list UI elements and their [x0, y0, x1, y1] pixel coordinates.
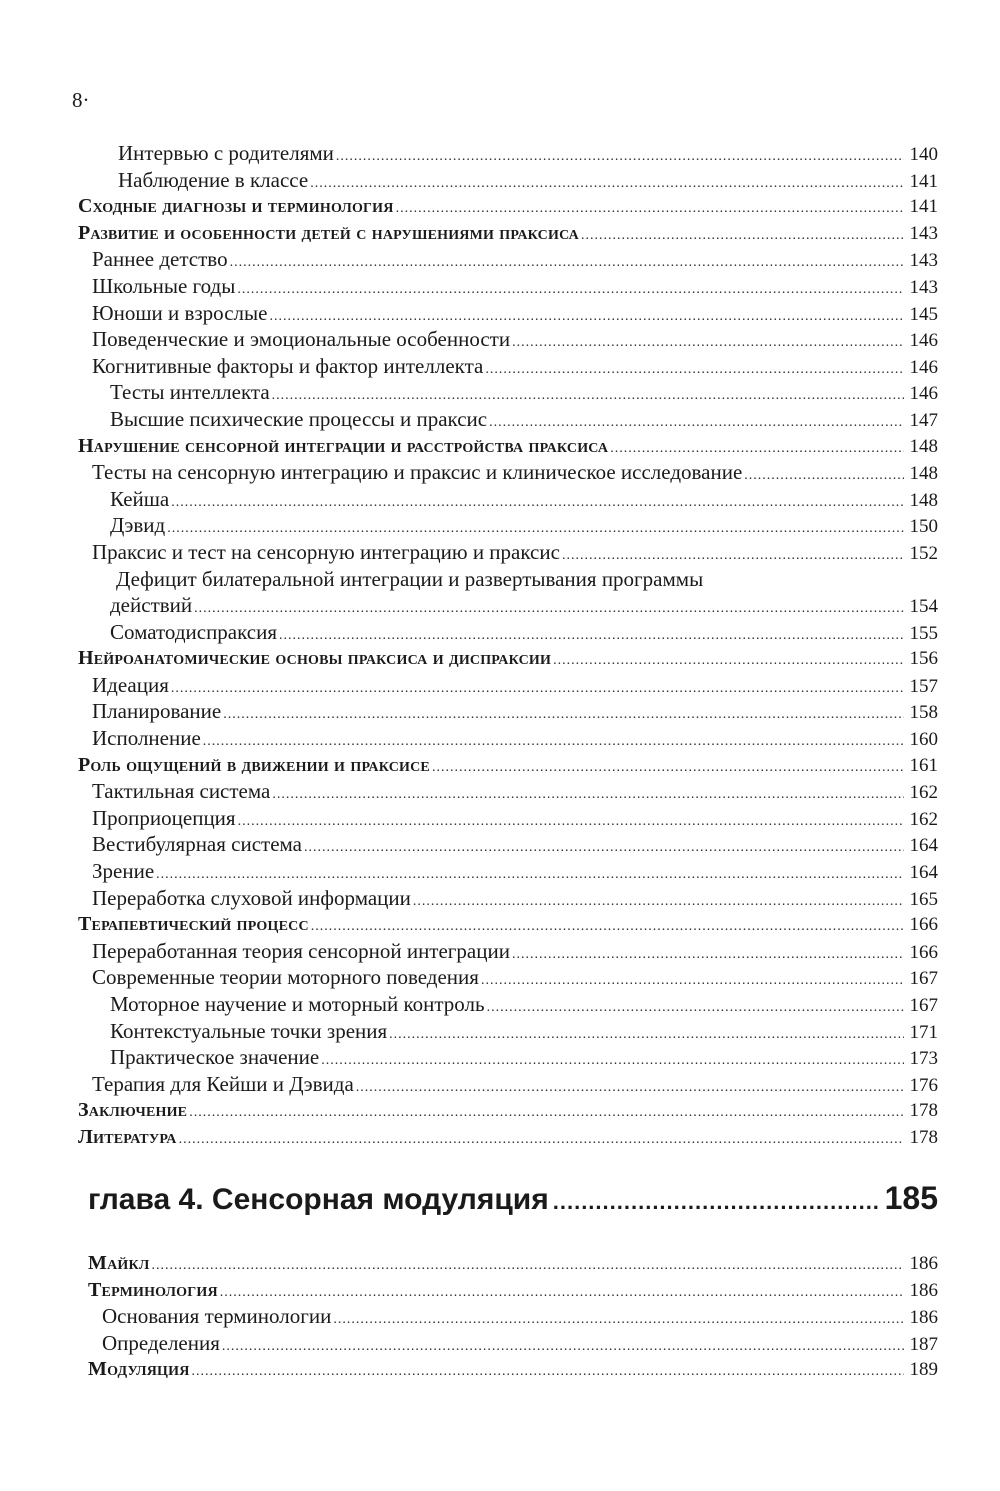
toc-leader-dots	[553, 648, 904, 675]
toc-entry-label: Терапевтический процесс	[78, 913, 309, 936]
toc-leader-dots	[581, 223, 904, 250]
toc-entry-label: Сходные диагнозы и терминология	[78, 195, 394, 218]
toc-entry	[78, 778, 938, 805]
toc-leader-dots	[333, 1307, 904, 1334]
toc-entry-wrapped	[78, 566, 938, 619]
toc-entry-label: Роль ощущений в движении и праксисе	[78, 753, 430, 776]
toc-entry	[78, 300, 938, 327]
toc-entry-page: 160	[909, 729, 938, 751]
toc-entry-label: Модуляция	[88, 1358, 190, 1381]
toc-entry-page: 158	[909, 702, 938, 724]
toc-leader-dots	[220, 1280, 904, 1307]
toc-entry-page: 156	[909, 648, 938, 670]
page-number-value: 8	[72, 88, 83, 112]
toc-entry	[78, 459, 938, 486]
toc-entry	[78, 725, 938, 752]
toc-entry-label: Интервью с родителями	[118, 141, 334, 165]
toc-entry-label: Переработанная теория сенсорной интеграции	[92, 938, 510, 963]
toc-entry	[78, 220, 938, 247]
page-number: 8·	[72, 88, 90, 112]
toc-entry-page: 162	[909, 808, 938, 830]
toc-entry-label: Тесты интеллекта	[110, 380, 270, 405]
toc-entry-label: Определения	[102, 1330, 220, 1355]
toc-entry	[78, 379, 938, 406]
toc-leader-dots	[304, 835, 904, 862]
toc-entry-page: 145	[909, 303, 938, 325]
toc-entry-page: 143	[909, 222, 938, 244]
toc-entry-label: Моторное научение и моторный контроль	[110, 992, 485, 1016]
toc-entry-label: Соматодиспраксия	[110, 619, 278, 644]
toc-entry-page: 187	[909, 1333, 938, 1355]
toc-entry-page: 178	[909, 1126, 938, 1148]
toc-entry	[78, 246, 938, 273]
toc-entry-page: 176	[909, 1074, 938, 1096]
toc-entry	[78, 1071, 938, 1098]
toc-entry	[78, 805, 938, 832]
toc-entry-label: Тактильная система	[92, 779, 271, 804]
toc-entry-label: Поведенческие и эмоциональные особенности	[92, 327, 511, 352]
toc-entry-page: 189	[909, 1359, 938, 1381]
toc-entry-page: 143	[909, 276, 938, 298]
toc-entry	[78, 140, 938, 167]
toc-entry-page: 165	[909, 888, 938, 910]
toc-entry-page: 162	[909, 782, 938, 804]
toc-entry-page: 161	[909, 754, 938, 776]
toc-entry-label: Когнитивные факторы и фактор интеллекта	[92, 353, 484, 378]
toc-leader-dots	[194, 596, 904, 623]
toc-entry-label: Планирование	[92, 699, 222, 724]
toc-entry	[78, 991, 938, 1018]
toc-entry	[78, 193, 938, 220]
toc-leader-dots	[321, 1048, 904, 1075]
toc-entry-page: 186	[909, 1253, 938, 1274]
toc-entry	[78, 964, 938, 991]
toc-entry	[78, 752, 938, 779]
toc-entry-page: 154	[909, 596, 938, 618]
toc-entry-page: 146	[909, 356, 938, 378]
toc-leader-dots	[151, 1253, 904, 1280]
toc-entry-page: 166	[909, 941, 938, 963]
toc-entry-page: 167	[909, 995, 938, 1016]
toc-entry-label: Тесты на сенсорную интеграцию и праксис и клиническое исследование	[92, 460, 743, 485]
toc-entry-label: Идеация	[92, 672, 169, 697]
toc-entry-label: Наблюдение в классе	[118, 167, 309, 192]
toc-entry	[78, 273, 938, 300]
toc-leader-dots	[610, 436, 904, 463]
toc-entry-label: Проприоцепция	[92, 805, 236, 830]
toc-entry	[88, 1303, 938, 1330]
toc-entry-label: Переработка слуховой информации	[92, 885, 411, 910]
toc-entry	[78, 911, 938, 938]
toc-entry-label: Терминология	[88, 1278, 218, 1301]
toc-leader-dots	[272, 782, 904, 809]
toc-entry-label: Майкл	[88, 1252, 150, 1274]
toc-entry-label-line1: Дефицит билатеральной интеграции и развертывания программы	[116, 566, 704, 591]
toc-leader-dots	[481, 968, 904, 995]
toc-entry-page: 140	[909, 144, 938, 165]
toc-entry-page: 166	[909, 914, 938, 936]
toc-entry	[78, 353, 938, 380]
toc-entry-label: Современные теории моторного поведения	[92, 965, 479, 990]
toc-leader-dots	[237, 277, 904, 304]
toc-entry-label: Развитие и особенности детей с нарушениями праксиса	[78, 221, 579, 244]
toc-entry-page: 155	[909, 622, 938, 644]
toc-entry	[78, 858, 938, 885]
toc-entry	[78, 1124, 938, 1151]
toc-entry-page: 148	[909, 435, 938, 457]
toc-leader-dots	[396, 196, 904, 223]
toc-entry-page: 147	[909, 409, 938, 431]
toc-leader-dots	[485, 357, 904, 384]
toc-list-top	[78, 140, 938, 1151]
toc-entry-page: 171	[909, 1021, 938, 1043]
toc-leader-dots	[223, 702, 904, 729]
toc-entry-page: 167	[909, 968, 938, 990]
toc-entry	[78, 433, 938, 460]
toc-entry-page: 157	[909, 675, 938, 697]
toc-entry-page: 141	[909, 196, 938, 218]
toc-leader-dots	[356, 1075, 904, 1102]
toc-entry	[78, 885, 938, 912]
toc-leader-dots	[238, 809, 904, 836]
toc-entry	[78, 619, 938, 646]
toc-leader-dots	[413, 889, 904, 916]
toc-entry	[78, 698, 938, 725]
toc-leader-dots	[171, 490, 904, 517]
toc-entry	[88, 1277, 938, 1304]
toc-leader-dots	[179, 1127, 904, 1154]
toc-entry	[78, 831, 938, 858]
toc-entry-label-line2: действий	[110, 593, 193, 618]
toc-entry-page: 152	[909, 542, 938, 564]
toc-entry	[78, 672, 938, 699]
toc-entry	[78, 167, 938, 194]
toc-entry-page: 141	[909, 170, 938, 192]
toc-entry-label: Исполнение	[92, 726, 201, 751]
toc-leader-dots	[336, 144, 904, 171]
toc-entry-label: Терапия для Кейши и Дэвида	[92, 1071, 354, 1096]
toc-entry-page: 164	[909, 835, 938, 857]
toc-list-bottom	[88, 1250, 938, 1383]
toc-leader-dots	[310, 171, 904, 198]
toc-leader-dots	[171, 676, 904, 703]
toc-entry	[78, 938, 938, 965]
toc-entry-page: 173	[909, 1048, 938, 1070]
toc-entry	[88, 1250, 938, 1277]
toc-entry-page: 164	[909, 862, 938, 884]
toc-entry-page: 150	[909, 516, 938, 538]
toc-entry	[78, 1018, 938, 1045]
toc-entry-label: Литература	[78, 1125, 177, 1148]
toc-leader-dots	[487, 995, 904, 1022]
toc-entry-page: 143	[909, 250, 938, 272]
toc-entry-page: 178	[909, 1100, 938, 1122]
toc-leader-dots	[192, 1359, 904, 1386]
toc-entry-label: Зрение	[92, 859, 155, 884]
toc-entry-label: Юноши и взрослые	[92, 300, 268, 325]
toc-entry-label: Высшие психические процессы и праксис	[110, 406, 488, 431]
toc-entry	[78, 1097, 938, 1124]
toc-entry-label: Практическое значение	[110, 1045, 320, 1070]
toc-leader-dots	[744, 463, 904, 490]
toc-entry-page: 186	[909, 1279, 938, 1301]
toc-leader-dots	[512, 330, 904, 357]
toc-entry	[78, 1044, 938, 1071]
toc-entry-label: Кейша	[110, 486, 170, 511]
toc-entry-label: Основания терминологии	[102, 1304, 332, 1329]
toc-entry-label: Вестибулярная система	[92, 832, 302, 857]
toc-leader-dots	[512, 942, 904, 969]
toc-entry	[78, 406, 938, 433]
chapter-leader-dots	[553, 1189, 881, 1215]
toc-entry-label: Заключение	[78, 1099, 188, 1122]
toc-entry-label: Дэвид	[110, 513, 166, 538]
toc-entry	[88, 1356, 938, 1383]
toc-leader-dots	[230, 250, 904, 277]
toc-entry-label: Праксис и тест на сенсорную интеграцию и праксис	[92, 539, 560, 564]
toc-entry-page: 148	[909, 489, 938, 511]
toc-entry-label: Нейроанатомические основы праксиса и диспраксии	[78, 647, 552, 670]
toc-entry	[78, 539, 938, 566]
toc-entry-label: Школьные годы	[92, 273, 236, 298]
toc-entry-label: Контекстуальные точки зрения	[110, 1018, 388, 1043]
chapter-heading	[88, 1180, 938, 1217]
toc-entry	[78, 512, 938, 539]
toc-entry-page: 146	[909, 330, 938, 352]
toc-entry-page: 148	[909, 463, 938, 485]
toc-entry	[78, 486, 938, 513]
toc-entry-page: 146	[909, 383, 938, 405]
toc-entry-page: 186	[909, 1307, 938, 1329]
toc-entry	[88, 1330, 938, 1357]
toc-leader-dots	[311, 914, 904, 941]
toc-leader-dots	[389, 1022, 904, 1049]
toc-entry-label: Раннее детство	[92, 247, 228, 272]
toc-leader-dots	[189, 1100, 904, 1127]
toc-leader-dots	[222, 1334, 904, 1361]
chapter-title: глава 4. Сенсорная модуляция	[88, 1183, 549, 1216]
toc-entry-label: Нарушение сенсорной интеграции и расстройства праксиса	[78, 434, 609, 457]
toc-leader-dots	[432, 755, 904, 782]
toc-entry	[78, 645, 938, 672]
chapter-page: 185	[884, 1180, 938, 1216]
toc-entry	[78, 326, 938, 353]
